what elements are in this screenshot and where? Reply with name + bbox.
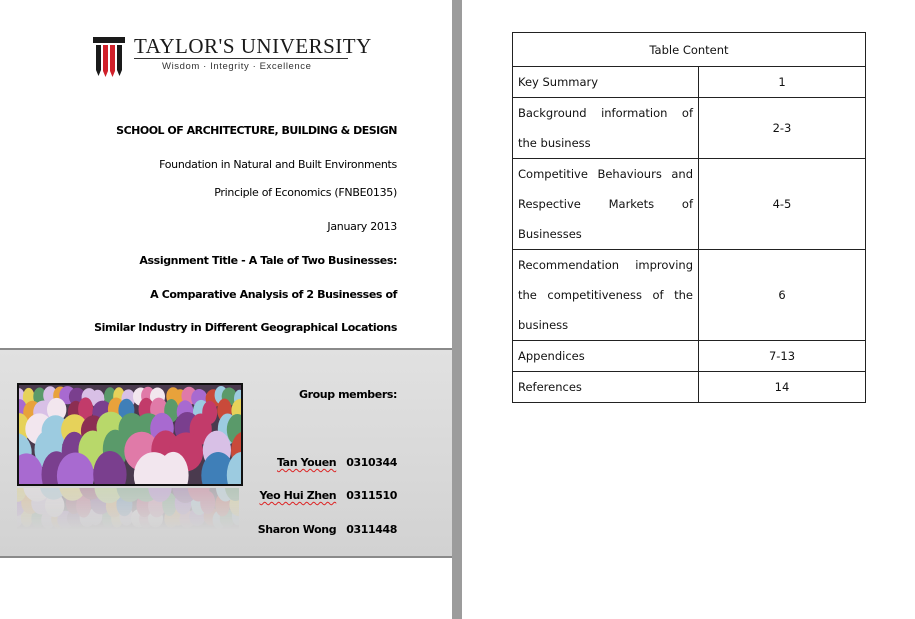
toc-topic: Key Summary: [513, 67, 699, 98]
group-members-label: Group members:: [298, 388, 397, 401]
contents-page: [462, 0, 915, 619]
toc-pages: 4-5: [699, 159, 866, 250]
toc-pages: 14: [699, 372, 866, 403]
university-name: TAYLOR'S UNIVERSITY: [134, 34, 372, 58]
toc-pages: 7-13: [699, 341, 866, 372]
toc-header-row: [513, 33, 866, 67]
member-name: Tan Youen: [277, 456, 337, 469]
logo-divider: [134, 58, 348, 59]
university-tagline: Wisdom · Integrity · Excellence: [162, 61, 312, 72]
member-name: Sharon Wong: [257, 523, 337, 536]
member-id: 0310344: [346, 456, 397, 469]
member-name: Yeo Hui Zhen: [259, 489, 337, 502]
toc-pages: 1: [699, 67, 866, 98]
toc-title: Table Content: [513, 33, 866, 67]
toc-pages: 2-3: [699, 98, 866, 159]
assignment-title-line-3: Similar Industry in Different Geographical Locations: [94, 321, 397, 334]
submission-date: January 2013: [327, 220, 397, 233]
table-of-contents: [512, 32, 866, 403]
table-row: [513, 159, 866, 250]
toc-pages: 6: [699, 250, 866, 341]
member-id: 0311510: [346, 489, 397, 502]
toc-topic: Competitive Behaviours and Respective Markets of Businesses: [513, 159, 699, 250]
course-name: Principle of Economics (FNBE0135): [214, 186, 397, 199]
toc-topic: Appendices: [513, 341, 699, 372]
assignment-title-line-2: A Comparative Analysis of 2 Businesses of: [150, 288, 397, 301]
shield-icon: [92, 36, 126, 78]
fabric-market-photo: [17, 383, 243, 486]
page-gutter: [452, 0, 462, 619]
university-logo: [92, 34, 372, 80]
table-row: [513, 67, 866, 98]
table-row: [513, 250, 866, 341]
member-row: [258, 523, 397, 536]
assignment-title-line-1: Assignment Title - A Tale of Two Businesses:: [139, 254, 397, 267]
toc-topic: Recommendation improving the competitiveness of the business: [513, 250, 699, 341]
table-row: [513, 98, 866, 159]
school-name: SCHOOL OF ARCHITECTURE, BUILDING & DESIGN: [116, 124, 397, 137]
cover-page: [0, 0, 452, 619]
toc-topic: References: [513, 372, 699, 403]
table-row: [513, 341, 866, 372]
table-row: [513, 372, 866, 403]
photo-reflection: [17, 488, 243, 530]
toc-topic: Background information of the business: [513, 98, 699, 159]
member-row: [259, 489, 397, 502]
program-name: Foundation in Natural and Built Environments: [159, 158, 397, 171]
member-row: [277, 456, 397, 469]
member-id: 0311448: [346, 523, 397, 536]
